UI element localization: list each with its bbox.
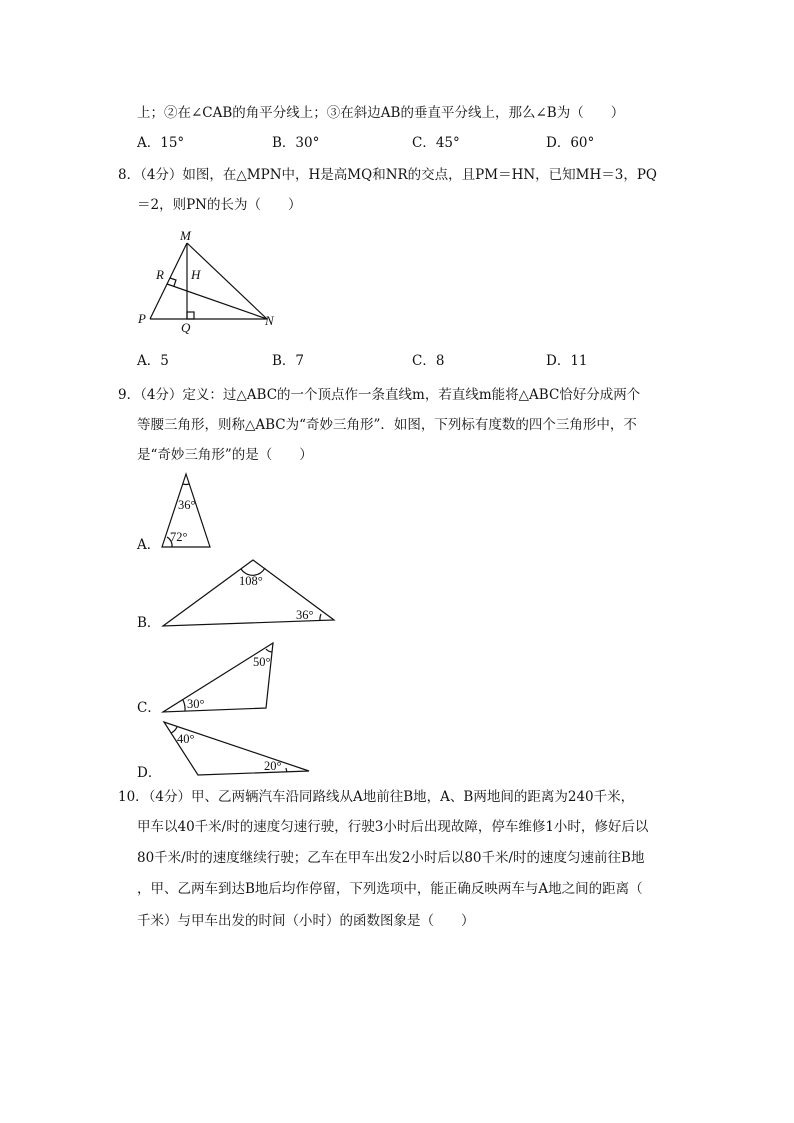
- label-n: N: [265, 313, 274, 328]
- q8-stem-line2: ＝2，则PN的长为（ ）: [137, 197, 302, 213]
- q7-option-d[interactable]: D．60°: [546, 135, 595, 151]
- label-p: P: [138, 311, 146, 326]
- q8-option-d[interactable]: D．11: [546, 353, 588, 369]
- q9-stem-line3: 是“奇妙三角形”的是（ ）: [137, 447, 313, 463]
- q9-choice-b-letter[interactable]: B．: [137, 615, 161, 631]
- angle-a-base: 72°: [170, 530, 188, 544]
- q8-option-a[interactable]: A．5: [137, 353, 169, 369]
- label-r: R: [156, 267, 164, 282]
- q7-option-b[interactable]: B．30°: [272, 135, 320, 151]
- label-q: Q: [181, 320, 191, 335]
- q10-stem-line3: 80千米/时的速度继续行驶；乙车在甲车出发2小时后以80千米/时的速度匀速前往B地: [137, 850, 645, 866]
- label-m: M: [180, 228, 191, 243]
- label-h: H: [191, 267, 201, 282]
- angle-d-top: 40°: [177, 732, 195, 746]
- angle-c-left: 30°: [187, 697, 205, 711]
- arc-c-top: [266, 649, 272, 652]
- q9-choice-c-letter[interactable]: C．: [137, 700, 161, 716]
- q9-choice-a-letter[interactable]: A．: [137, 537, 161, 553]
- angle-c-top: 50°: [253, 655, 271, 669]
- q7-stem: 上；②在∠CAB的角平分线上；③在斜边AB的垂直平分线上，那么∠B为（ ）: [137, 105, 625, 121]
- q10-stem-line5: 千米）与甲车出发的时间（小时）的函数图象是（ ）: [137, 913, 475, 929]
- arc-c-left: [183, 700, 185, 711]
- q10-stem-line1: 10．（4分）甲、乙两辆汽车沿同路线从A地前往B地，A、B两地间的距离为240千米，: [118, 789, 635, 805]
- q9-stem-line1: 9．（4分）定义：过△ABC的一个顶点作一条直线m，若直线m能将△ABC恰好分成两个: [118, 387, 641, 403]
- q7-option-c[interactable]: C．45°: [412, 135, 460, 151]
- angle-d-right: 20°: [264, 759, 282, 773]
- q10-stem-line4: ，甲、乙两车到达B地后均作停留，下列选项中，能正确反映两车与A地之间的距离（: [137, 881, 643, 897]
- angle-b-right: 36°: [296, 608, 314, 622]
- q8-option-c[interactable]: C．8: [412, 353, 445, 369]
- q7-option-a[interactable]: A．15°: [137, 135, 185, 151]
- triangle-c: [163, 643, 273, 712]
- q8-option-b[interactable]: B．7: [272, 353, 305, 369]
- angle-a-apex: 36°: [178, 498, 196, 512]
- angle-b-apex: 108°: [239, 574, 263, 588]
- q9-stem-line2: 等腰三角形，则称△ABC为“奇妙三角形”．如图，下列标有度数的四个三角形中，不: [137, 417, 637, 433]
- q9-choice-d-letter[interactable]: D．: [137, 765, 162, 781]
- q8-stem-line1: 8．（4分）如图，在△MPN中，H是高MQ和NR的交点，且PM＝HN，已知MH＝3，PQ: [118, 167, 657, 183]
- q10-stem-line2: 甲车以40千米/时的速度匀速行驶，行驶3小时后出现故障，停车维修1小时，修好后以: [137, 819, 649, 835]
- triangle-d: [164, 722, 309, 775]
